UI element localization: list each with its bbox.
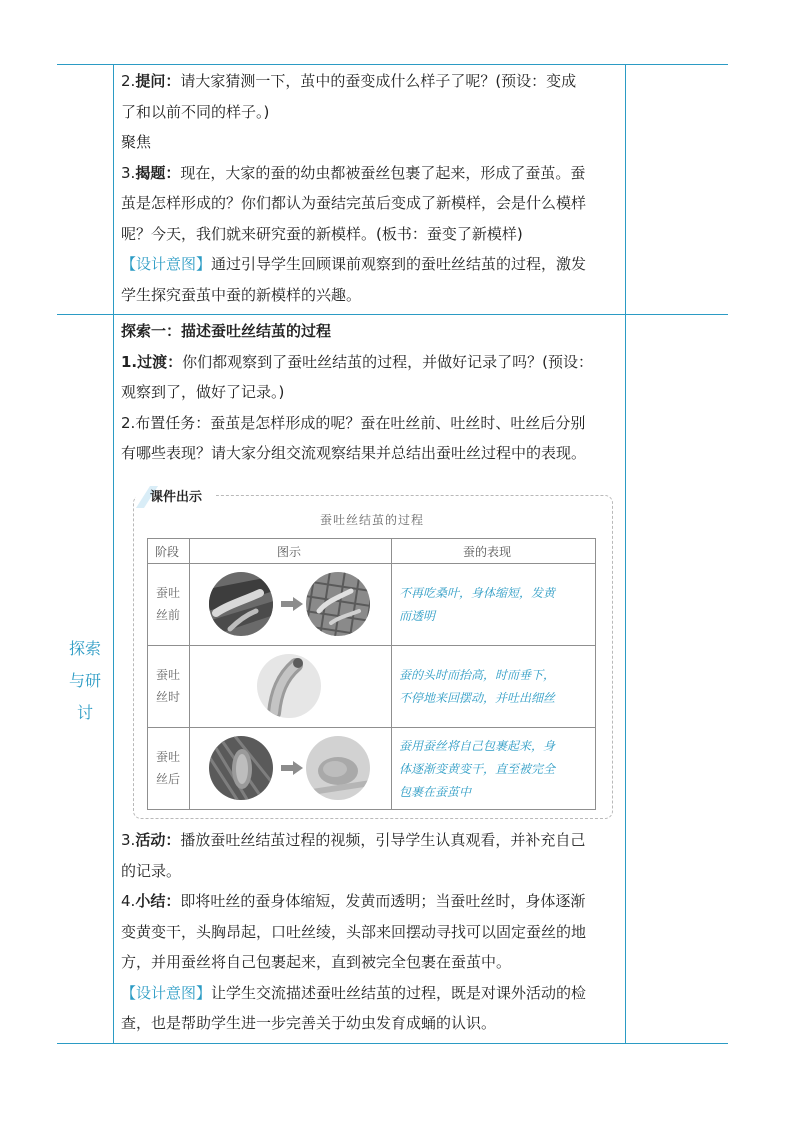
- silkworm-before-net-photo: [305, 571, 371, 637]
- item-4-cont: 方，并用蚕丝将自己包裹起来，直到被完全包裹在蚕茧中。: [121, 953, 512, 971]
- table-bottom-rule: [57, 1043, 728, 1044]
- row1-line-5: 茧是怎样形成的？你们都认为蚕结完茧后变成了新模样，会是什么模样: [121, 194, 587, 212]
- item-2: 2.布置任务：蚕茧是怎样形成的呢？蚕在吐丝前、吐丝时、吐丝后分别: [121, 413, 586, 432]
- row-divider: [57, 314, 728, 315]
- cocoon-photo: [305, 735, 371, 801]
- item-4: 4.小结：即将吐丝的蚕身体缩短，发黄而透明；当蚕吐丝时，身体逐渐: [121, 892, 586, 910]
- silkworm-during-photo: [256, 653, 322, 719]
- row1-intent: 【设计意图】通过引导学生回顾课前观察到的蚕吐丝结茧的过程，激发: [121, 255, 587, 273]
- process-table-row-rule: [147, 645, 595, 646]
- stage-after: 蚕吐 丝后: [155, 750, 180, 786]
- silkworm-after-photo: [208, 735, 274, 801]
- row1-line-2: 了和以前不同的样子。): [121, 102, 270, 121]
- item-1-cont: 观察到了，做好了记录。): [121, 383, 285, 401]
- behavior-before: 不再吃桑叶，身体缩短，发黄 而透明: [399, 586, 556, 623]
- column-divider-left: [113, 64, 114, 1044]
- stage-during: 蚕吐 丝时: [155, 668, 180, 704]
- arrow-right-icon: [281, 597, 303, 611]
- item-4-cont: 变黄变干，头胸昂起，口吐丝绫，头部来回摆动寻找可以固定蚕丝的地: [121, 922, 587, 941]
- process-table-col-rule: [189, 538, 190, 809]
- item-2-cont: 有哪些表现？请大家分组交流观察结果并总结出蚕吐丝过程中的表现。: [121, 444, 587, 462]
- design-intent-tag: 【设计意图】: [121, 983, 212, 1002]
- explore-heading: 探索一：描述蚕吐丝结茧的过程: [121, 322, 332, 340]
- behavior-during: 蚕的头时而抬高，时而垂下， 不停地来回摆动，并吐出细丝: [399, 668, 556, 705]
- row1-line-6: 呢？今天，我们就来研究蚕的新模样。(板书：蚕变了新模样): [121, 224, 523, 243]
- column-divider-right: [625, 64, 626, 1044]
- design-intent-tag: 【设计意图】: [121, 255, 212, 273]
- row2-intent-cont: 查，也是帮助学生进一步完善关于幼虫发育成蛹的认识。: [121, 1014, 497, 1032]
- header-behavior: 蚕的表现: [463, 545, 512, 559]
- row-label-explore: 探索 与研 讨: [68, 639, 101, 722]
- header-illustration: 图示: [277, 545, 302, 559]
- arrow-right-icon: [281, 761, 303, 775]
- process-table-row-rule: [147, 727, 595, 728]
- item-3-cont: 的记录。: [121, 861, 182, 880]
- stage-before: 蚕吐 丝前: [155, 586, 180, 622]
- courseware-title: 蚕吐丝结茧的过程: [319, 513, 424, 527]
- row2-intent: 【设计意图】让学生交流描述蚕吐丝结茧的过程，既是对课外活动的检: [121, 983, 587, 1002]
- courseware-label: 课件出示: [150, 490, 203, 505]
- process-table-col-rule: [391, 538, 392, 809]
- row1-content: [121, 66, 621, 310]
- process-table-header-rule: [147, 563, 595, 564]
- item-1: 1.过渡：你们都观察到了蚕吐丝结茧的过程，并做好记录了吗？(预设：: [121, 352, 594, 371]
- item-3: 3.活动：播放蚕吐丝结茧过程的视频，引导学生认真观看，并补充自己: [121, 831, 586, 849]
- row2-content-bottom: [121, 825, 621, 1039]
- row1-line-3: 聚焦: [121, 133, 152, 151]
- header-stage: 阶段: [155, 545, 180, 559]
- silkworm-before-photo: [208, 571, 274, 637]
- row1-line-4: 3.揭题：现在，大家的蚕的幼虫都被蚕丝包裹了起来，形成了蚕茧。蚕: [121, 163, 586, 182]
- table-top-rule: [57, 64, 728, 65]
- row2-content-top: [121, 316, 621, 469]
- row1-line-1: 2.提问：请大家猜测一下，茧中的蚕变成什么样子了呢？(预设：变成: [121, 72, 577, 90]
- row1-intent-cont: 学生探究蚕茧中蚕的新模样的兴趣。: [121, 285, 362, 304]
- behavior-after: 蚕用蚕丝将自己包裹起来，身 体逐渐变黄变干，直至被完全 包裹在蚕茧中: [399, 739, 556, 799]
